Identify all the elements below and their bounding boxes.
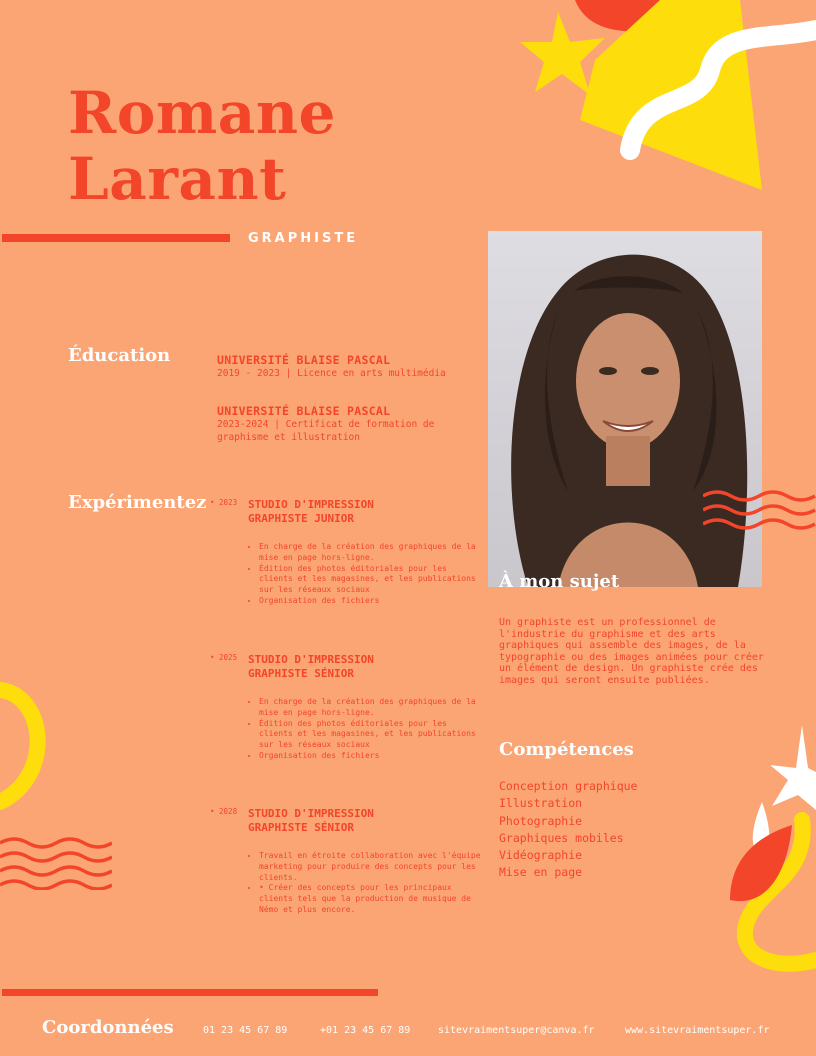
company-name: STUDIO D'IMPRESSION: [248, 807, 374, 820]
job-title: [248, 807, 374, 835]
skill-item: Photographie: [499, 813, 583, 828]
photo-waves-decoration: [703, 488, 816, 534]
left-decoration: [0, 680, 60, 815]
job-bullet: • Travail en étroite collaboration avec l'équipe marketing pour produire des concepts pour les clients.: [259, 851, 481, 883]
job-role: GRAPHISTE: [248, 231, 359, 246]
about-heading: À mon sujet: [499, 571, 620, 592]
header-divider: [2, 234, 230, 242]
contact-email: sitevraimentsuper@canva.fr: [438, 1025, 595, 1036]
yellow-arc-shape: [0, 690, 38, 802]
top-right-decoration: [440, 0, 816, 200]
school-name: UNIVERSITÉ BLAISE PASCAL: [217, 353, 391, 367]
position-name: GRAPHISTE SÉNIOR: [248, 821, 354, 834]
contact-phone: 01 23 45 67 89: [203, 1025, 288, 1036]
job-bullet: • Édition des photos éditoriales pour les clients et les magasines, et les publications sur les réseaux sociaux: [259, 564, 481, 596]
company-name: STUDIO D'IMPRESSION: [248, 653, 374, 666]
job-title: [248, 498, 374, 526]
skill-item: Graphiques mobiles: [499, 830, 624, 845]
job-bullets: [248, 697, 481, 762]
job-year: • 2023: [210, 498, 238, 507]
first-name: Romane: [68, 79, 336, 147]
about-text: Un graphiste est un professionnel de l'industrie du graphisme et des arts graphiques qui assemble des images, de la typographie ou des images animées pour créer un élément de design. Un graphiste crée des images qui seront ensuite publiées.: [499, 617, 764, 686]
company-name: STUDIO D'IMPRESSION: [248, 498, 374, 511]
job-bullet: • En charge de la création des graphiques de la mise en page hors-ligne.: [259, 542, 481, 564]
job-bullets: [248, 851, 481, 916]
school-name: UNIVERSITÉ BLAISE PASCAL: [217, 404, 391, 418]
contact-heading: Coordonnées: [42, 1017, 174, 1038]
education-detail: 2023-2024 | Certificat de formation de graphisme et illustration: [217, 419, 435, 443]
white-burst-shape: [770, 725, 816, 810]
job-bullet: • En charge de la création des graphiques de la mise en page hors-ligne.: [259, 697, 481, 719]
skill-item: Illustration: [499, 796, 583, 811]
left-waves-decoration: [0, 835, 112, 890]
bottom-right-decoration: [690, 720, 816, 980]
skill-item: Mise en page: [499, 865, 583, 880]
skills-list: [499, 778, 637, 882]
education-detail: 2019 - 2023 | Licence en arts multimédia: [217, 368, 446, 379]
contact-phone-alt: +01 23 45 67 89: [320, 1025, 411, 1036]
skill-item: Vidéographie: [499, 848, 583, 863]
footer-divider: [2, 989, 378, 996]
education-entry: [217, 404, 467, 444]
position-name: GRAPHISTE JUNIOR: [248, 512, 354, 525]
job-year: • 2028: [210, 807, 238, 816]
position-name: GRAPHISTE SÉNIOR: [248, 667, 354, 680]
experience-heading: Expérimentez: [68, 492, 207, 513]
education-entry: [217, 353, 477, 380]
skills-heading: Compétences: [499, 739, 634, 760]
job-year: • 2025: [210, 653, 238, 662]
job-bullets: [248, 542, 481, 607]
job-title: [248, 653, 374, 681]
skill-item: Conception graphique: [499, 779, 638, 793]
candidate-name: [68, 80, 336, 212]
contact-website: www.sitevraimentsuper.fr: [625, 1025, 770, 1036]
education-heading: Éducation: [68, 345, 171, 366]
job-bullet: • Édition des photos éditoriales pour les clients et les magasines, et les publications sur les réseaux sociaux: [259, 719, 481, 751]
job-bullet: • Organisation des fichiers: [259, 751, 481, 762]
job-bullet: • • Créer des concepts pour les principaux clients tels que la production de musique de Némo et plus encore.: [259, 883, 481, 915]
last-name: Larant: [68, 145, 287, 213]
job-bullet: • Organisation des fichiers: [259, 596, 481, 607]
